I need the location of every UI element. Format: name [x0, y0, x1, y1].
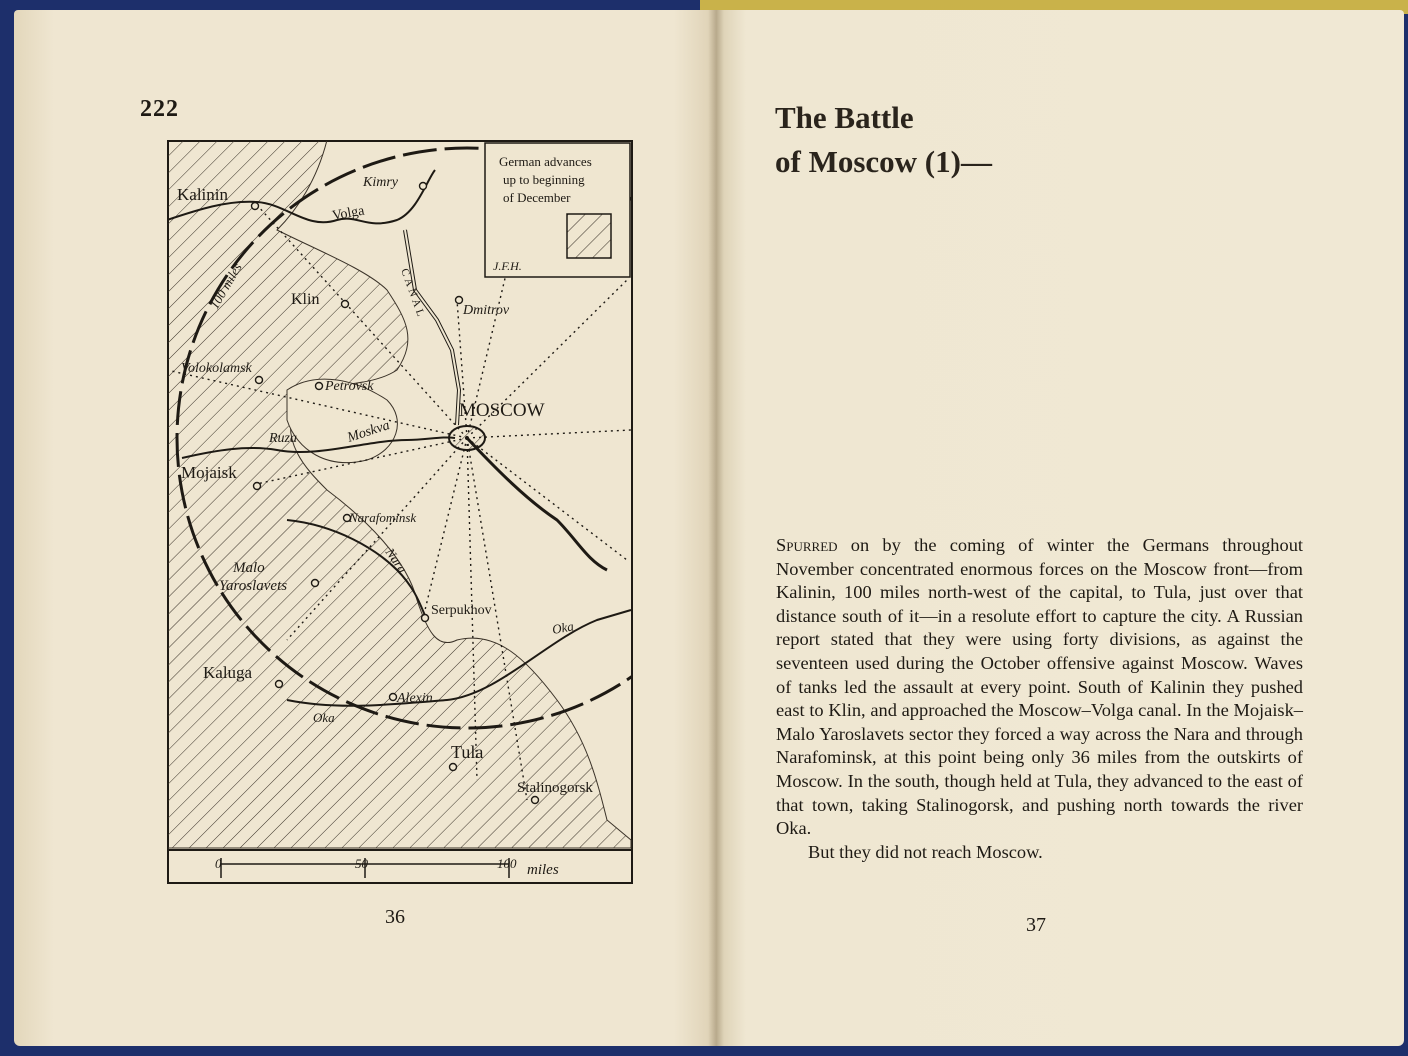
body-text — [776, 534, 1303, 864]
label-river-volga: Volga — [331, 203, 366, 224]
label-yaroslavets: Yaroslavets — [219, 578, 288, 594]
body-paragraph — [776, 534, 1303, 841]
page-stamp: 222 — [140, 96, 179, 122]
label-narafominsk: Narafominsk — [349, 510, 417, 525]
legend-hatch-swatch — [567, 214, 611, 258]
label-volokolamsk: Volokolamsk — [181, 361, 252, 376]
chapter-title — [775, 96, 992, 184]
river-east — [467, 438, 607, 570]
legend-line-1: German advances — [499, 154, 592, 169]
page-number-right: 37 — [1026, 914, 1046, 936]
legend-line-2: up to beginning — [503, 172, 585, 187]
canal — [405, 230, 459, 425]
map-scale-bar — [168, 850, 632, 878]
label-river-oka-east: Oka — [550, 618, 575, 637]
legend-line-3: of December — [503, 190, 571, 205]
label-serpukhov: Serpukhov — [431, 603, 492, 618]
label-stalinogorsk: Stalinogorsk — [517, 780, 593, 796]
scale-label-miles: miles — [527, 862, 559, 878]
scale-label-0: 0 — [215, 856, 222, 871]
label-klin: Klin — [291, 291, 320, 308]
book-gutter — [708, 10, 724, 1046]
closing-line: But they did not reach Moscow. — [808, 841, 1043, 862]
scale-label-50: 50 — [355, 856, 368, 871]
page-number-left: 36 — [385, 906, 405, 928]
label-ruza: Ruza — [269, 431, 297, 446]
label-kaluga: Kaluga — [203, 663, 253, 682]
battle-map — [167, 140, 633, 884]
paragraph-text: on by the coming of winter the Germans throughout November concentrated enormous forces on the Moscow front—from Kalinin, 100 miles north-west of the capital, to Tula, just over that distance south of it—in a resolute effort to capture the city. A Russian report stated that they were using forty divisions, as against the seventeen used during the October offensive against Moscow. Waves of tanks led the assault at every point. South of Kalinin they pushed east to Klin, and approached the Moscow–Volga canal. In the Mojaisk–Malo Yaroslavets sector they forced a way across the Nara and through Narafominsk, at this point being only 36 miles from the outskirts of Moscow. In the south, though held at Tula, they advanced to the east of that town, taking Stalinogorsk, and pushing north towards the river Oka. — [776, 535, 1303, 839]
chapter-title-line-1: The Battle — [775, 100, 914, 135]
label-kalinin: Kalinin — [177, 185, 228, 204]
label-alexin: Alexin — [397, 691, 433, 706]
label-kimry: Kimry — [363, 175, 398, 190]
radius-label: 100 miles — [206, 260, 245, 312]
label-petrovsk: Petrovsk — [325, 379, 374, 394]
lead-word: Spurred — [776, 535, 838, 555]
label-moscow: MOSCOW — [459, 400, 545, 421]
scale-label-100: 100 — [497, 856, 517, 871]
label-dmitrov: Dmitrov — [463, 303, 510, 318]
label-tula: Tula — [451, 742, 484, 762]
map-initials: J.F.H. — [493, 259, 522, 273]
label-river-oka-west: Oka — [313, 710, 335, 725]
moscow-marker — [449, 426, 485, 450]
label-canal: CANAL — [398, 266, 428, 321]
chapter-title-line-2: of Moscow (1)— — [775, 144, 992, 179]
label-malo: Malo — [233, 560, 265, 576]
label-river-nara: Nara — [382, 545, 411, 576]
label-river-moskva: Moskva — [345, 418, 392, 446]
label-mojaisk: Mojaisk — [181, 463, 237, 482]
